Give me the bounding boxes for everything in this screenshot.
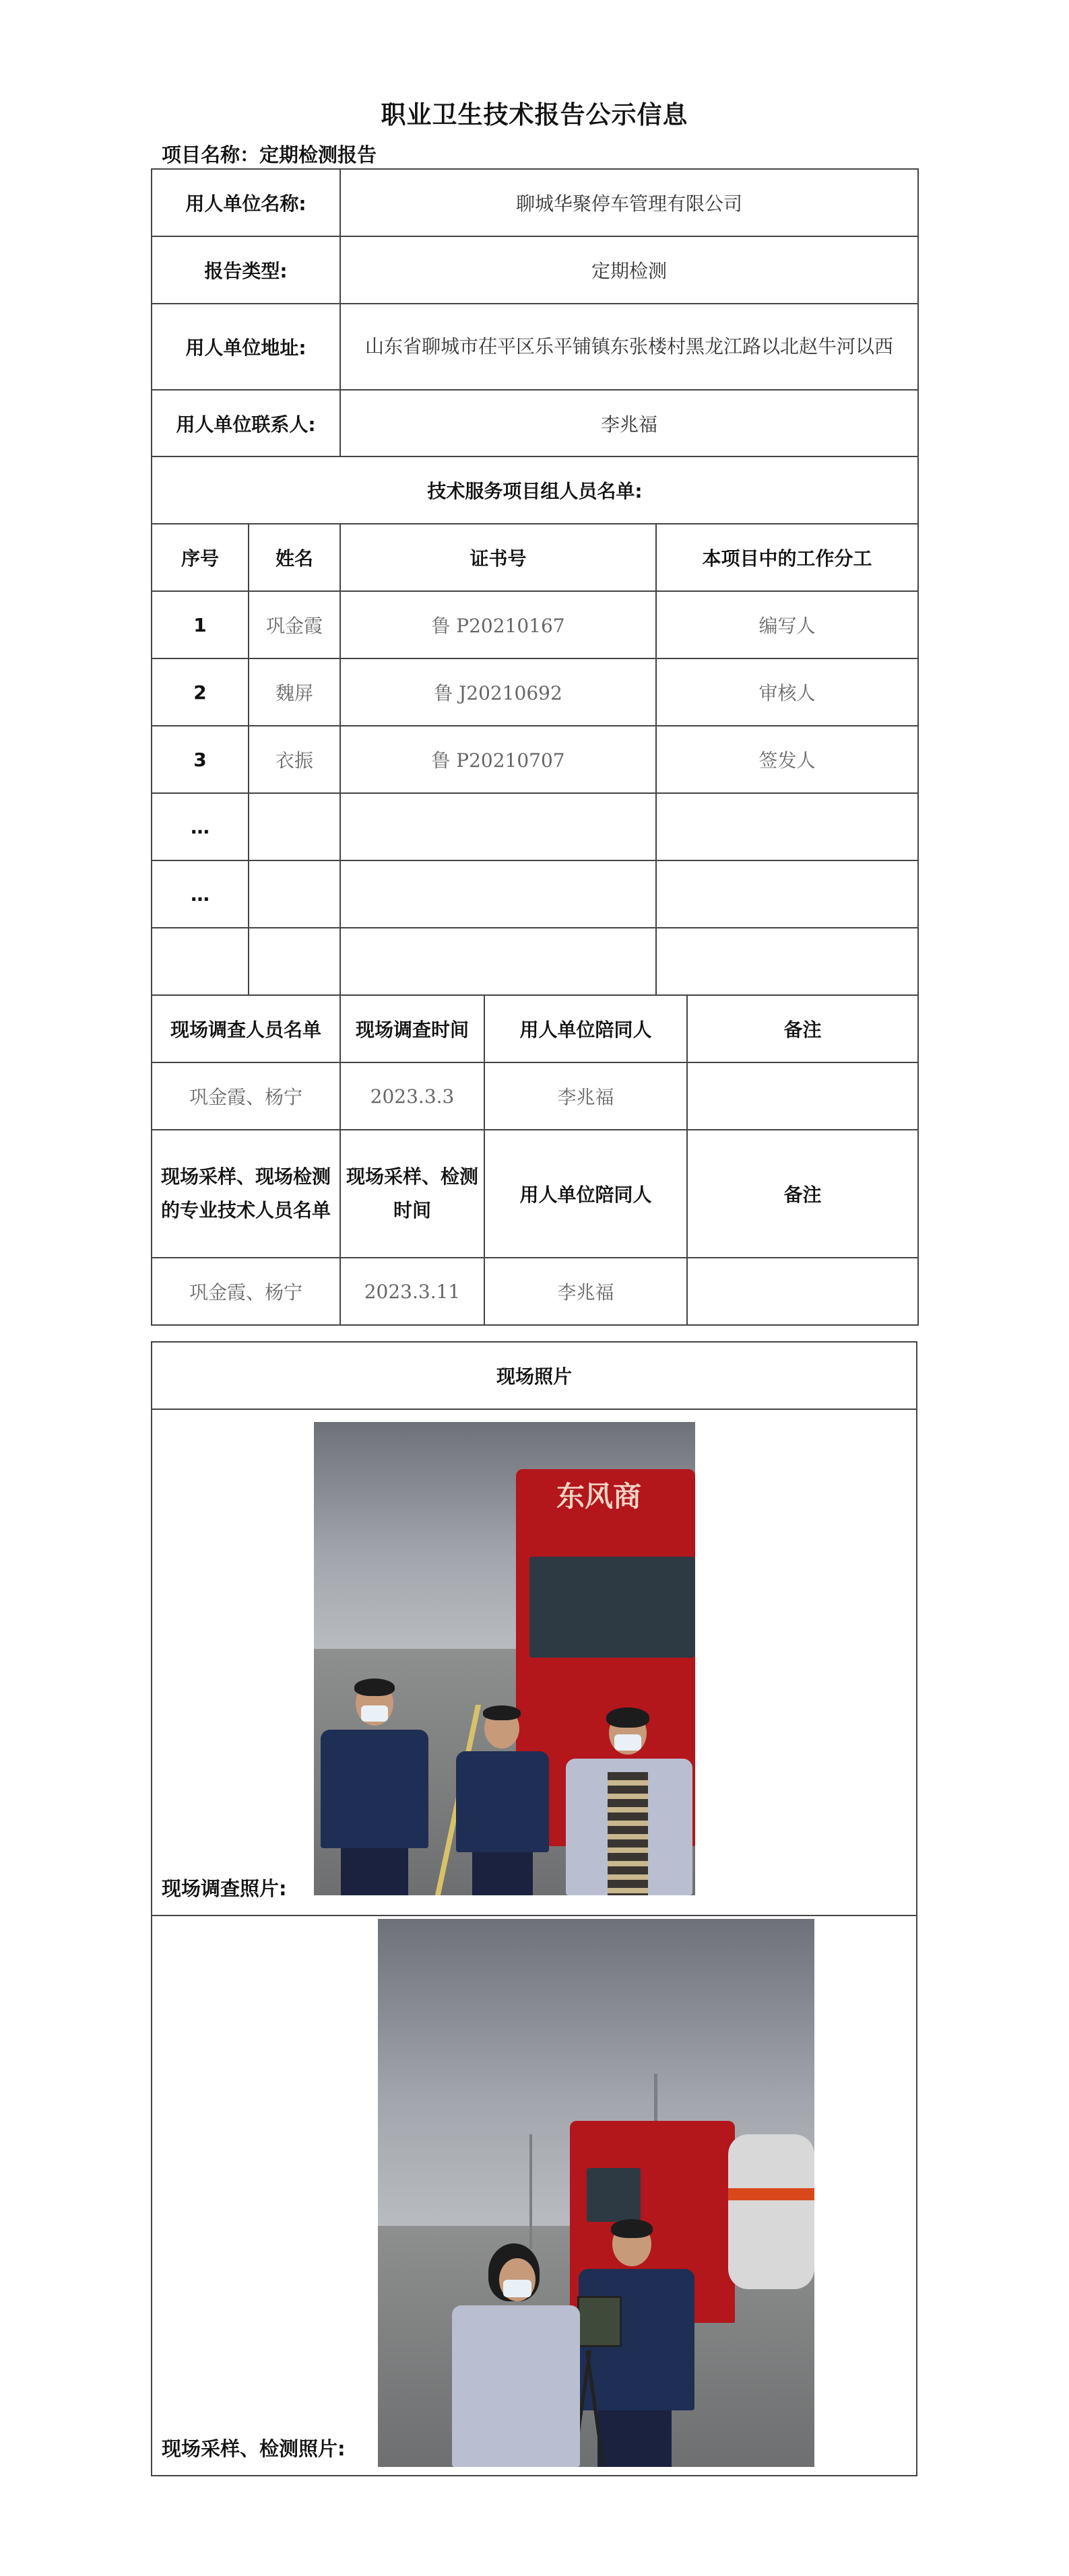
work-role — [656, 860, 918, 928]
project-value: 定期检测报告 — [259, 143, 377, 166]
report-info-table — [151, 168, 919, 1326]
survey-photo — [314, 1422, 695, 1895]
info-value: 定期检测 — [340, 236, 918, 304]
info-row — [152, 169, 918, 236]
truck-windshield — [529, 1557, 695, 1658]
photos-heading: 现场照片 — [152, 1342, 917, 1409]
light-pole — [529, 2134, 532, 2249]
sampling-row — [152, 1258, 918, 1325]
photos-heading-row — [152, 1342, 917, 1409]
survey-date: 2023.3.3 — [340, 1062, 484, 1130]
sampling-remark — [687, 1258, 918, 1325]
member-name: 巩金霞 — [249, 591, 340, 658]
hair — [354, 1679, 395, 1696]
certificate-number: 鲁 J20210692 — [340, 658, 656, 726]
hair — [611, 2219, 653, 2238]
member-name: 魏屏 — [249, 658, 340, 726]
row-index: 1 — [152, 591, 249, 658]
column-header: 现场采样、现场检测的专业技术人员名单 — [152, 1130, 340, 1258]
hair — [606, 1707, 649, 1728]
row-index: 3 — [152, 726, 249, 793]
table-row — [152, 591, 918, 658]
info-label: 用人单位联系人: — [152, 390, 340, 456]
truck-window — [587, 2168, 641, 2222]
grey-jacket — [452, 2305, 580, 2467]
sampling-staff: 巩金霞、杨宁 — [152, 1258, 340, 1325]
table-row — [152, 793, 918, 860]
info-label: 用人单位地址: — [152, 304, 340, 390]
sampling-escort: 李兆福 — [484, 1258, 687, 1325]
row-index: 2 — [152, 658, 249, 726]
member-name — [249, 928, 340, 995]
info-label: 用人单位名称: — [152, 169, 340, 236]
certificate-number: 鲁 P20210167 — [340, 591, 656, 658]
survey-photo-cell — [152, 1409, 917, 1916]
column-header: 用人单位陪同人 — [484, 1130, 687, 1258]
mask — [614, 1734, 641, 1751]
worker-1 — [314, 1681, 435, 1895]
work-role: 签发人 — [656, 726, 918, 793]
column-header: 证书号 — [340, 524, 656, 591]
page-title: 职业卫生技术报告公示信息 — [381, 100, 688, 129]
column-header: 本项目中的工作分工 — [656, 524, 918, 591]
sampling-header-row — [152, 1130, 918, 1258]
info-label: 报告类型: — [152, 236, 340, 304]
table-row — [152, 726, 918, 793]
info-value: 聊城华聚停车管理有限公司 — [340, 169, 918, 236]
survey-row — [152, 1062, 918, 1130]
project-name — [162, 140, 377, 168]
certificate-number — [340, 928, 656, 995]
worker-3 — [563, 1711, 695, 1895]
survey-staff: 巩金霞、杨宁 — [152, 1062, 340, 1130]
table-row — [152, 860, 918, 928]
mask — [503, 2280, 531, 2297]
survey-remark — [687, 1062, 918, 1130]
column-header: 用人单位陪同人 — [484, 995, 687, 1062]
table-row — [152, 928, 918, 995]
truck-brand-text: 东风商 — [556, 1480, 642, 1513]
member-name — [249, 860, 340, 928]
survey-photo-label: 现场调查照片: — [162, 1877, 287, 1900]
survey-photo-row — [152, 1409, 917, 1916]
column-header: 现场调查人员名单 — [152, 995, 340, 1062]
info-row — [152, 304, 918, 390]
site-photos-table — [151, 1341, 917, 2476]
sampling-photo-label: 现场采样、检测照片: — [162, 2437, 346, 2460]
mask — [361, 1705, 388, 1722]
certificate-number: 鲁 P20210707 — [340, 726, 656, 793]
work-role — [656, 928, 918, 995]
column-header: 现场调查时间 — [340, 995, 484, 1062]
tanker-stripe — [728, 2188, 814, 2200]
info-row — [152, 236, 918, 304]
row-index: … — [152, 793, 249, 860]
team-heading-row — [152, 456, 918, 524]
hair — [483, 1705, 521, 1720]
member-name: 衣振 — [249, 726, 340, 793]
trousers — [597, 2410, 672, 2467]
column-header: 备注 — [687, 1130, 918, 1258]
table-row — [152, 658, 918, 726]
info-value: 李兆福 — [340, 390, 918, 456]
team-header-row — [152, 524, 918, 591]
sampling-photo — [378, 1919, 814, 2467]
work-role: 审核人 — [656, 658, 918, 726]
certificate-number — [340, 860, 656, 928]
row-index: … — [152, 860, 249, 928]
survey-header-row — [152, 995, 918, 1062]
work-role — [656, 793, 918, 860]
column-header: 序号 — [152, 524, 249, 591]
info-row — [152, 390, 918, 456]
info-value: 山东省聊城市茌平区乐平铺镇东张楼村黑龙江路以北赵牛河以西 — [340, 304, 918, 390]
column-header: 备注 — [687, 995, 918, 1062]
project-label: 项目名称： — [162, 143, 260, 166]
work-jacket — [321, 1730, 428, 1848]
work-jacket — [456, 1751, 549, 1852]
team-heading: 技术服务项目组人员名单: — [152, 456, 918, 524]
sampling-photo-cell — [152, 1916, 917, 2476]
trousers — [341, 1848, 408, 1895]
sampling-photo-row — [152, 1916, 917, 2476]
certificate-number — [340, 793, 656, 860]
work-role: 编写人 — [656, 591, 918, 658]
member-name — [249, 793, 340, 860]
row-index — [152, 928, 249, 995]
column-header: 现场采样、检测时间 — [340, 1130, 484, 1258]
worker-grey — [445, 2249, 587, 2467]
trousers — [472, 1852, 533, 1895]
striped-sweater — [608, 1772, 648, 1895]
column-header: 姓名 — [249, 524, 340, 591]
sampling-date: 2023.3.11 — [340, 1258, 484, 1325]
worker-2 — [452, 1708, 553, 1895]
survey-escort: 李兆福 — [484, 1062, 687, 1130]
tanker-tank — [728, 2134, 814, 2289]
